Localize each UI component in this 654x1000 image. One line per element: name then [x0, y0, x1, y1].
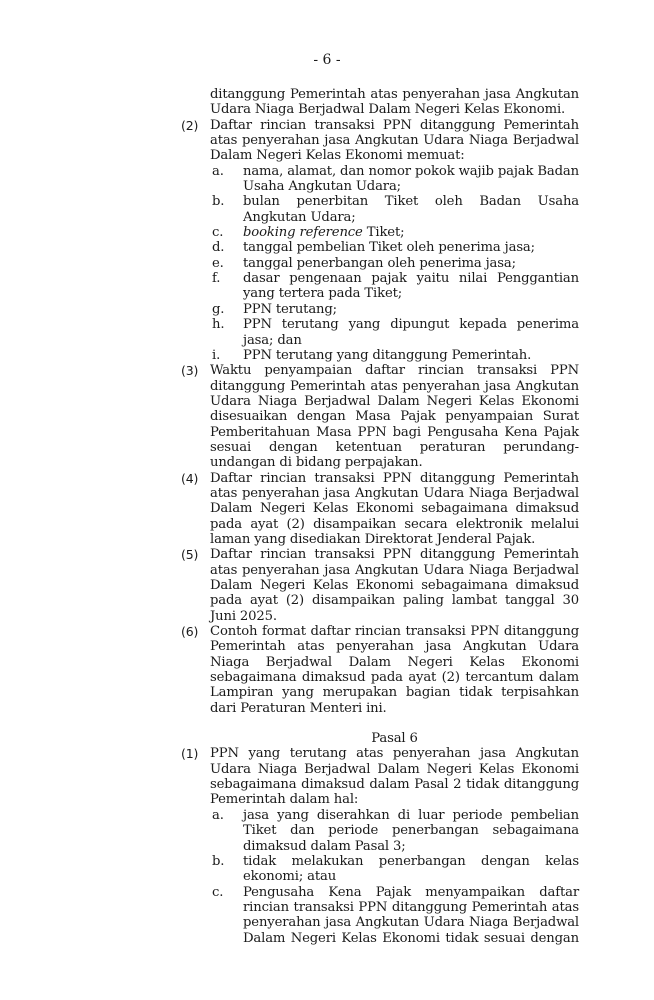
subitem-e	[181, 256, 579, 271]
subitem-text: PPN terutang yang ditanggung Pemerintah.	[243, 347, 532, 363]
subitem-h	[181, 317, 579, 348]
item-text: Daftar rincian transaksi PPN ditanggung Pemerintah atas penyerahan jasa Angkutan Udara Niaga Berjadwal Dalam Negeri Kelas Ekonomi sebagaimana dimaksud pada ayat (2) disampaikan secara elektronik melalui laman yang disediakan Direktorat Jenderal Pajak.	[210, 470, 579, 547]
pasal6-subitem-c	[181, 885, 579, 946]
pasal6-item-1	[181, 746, 579, 807]
subitem-text: PPN terutang yang dipungut kepada penerima jasa; dan	[243, 317, 579, 348]
item-number: (6)	[181, 624, 199, 640]
subitem-text: tanggal pembelian Tiket oleh penerima jasa;	[243, 240, 535, 256]
subitem-letter: a.	[212, 163, 224, 179]
subitem-text-rest: Tiket;	[362, 225, 405, 241]
continuation-text: ditanggung Pemerintah atas penyerahan jasa Angkutan Udara Niaga Berjadwal Dalam Negeri Kelas Ekonomi.	[210, 87, 579, 118]
item-text: Daftar rincian transaksi PPN ditanggung Pemerintah atas penyerahan jasa Angkutan Udara Niaga Berjadwal Dalam Negeri Kelas Ekonomi memuat:	[210, 117, 579, 164]
subitem-letter: h.	[212, 317, 225, 333]
subitem-text: nama, alamat, dan nomor pokok wajib pajak Badan Usaha Angkutan Udara;	[243, 163, 579, 195]
document-body	[181, 87, 579, 946]
article-item-2	[181, 118, 579, 164]
item-number: (5)	[181, 547, 199, 563]
subitem-text: dasar pengenaan pajak yaitu nilai Penggantian yang tertera pada Tiket;	[243, 271, 579, 302]
subitem-text: tidak melakukan penerbangan dengan kelas ekonomi; atau	[243, 853, 579, 885]
section-heading-pasal-6: Pasal 6	[371, 731, 418, 747]
subitem-d	[181, 240, 579, 255]
article-item-4	[181, 471, 579, 548]
subitem-i	[181, 348, 579, 363]
subitem-letter: i.	[212, 347, 221, 363]
subitem-letter: c.	[212, 225, 224, 241]
subitem-text: tanggal penerbangan oleh penerima jasa;	[243, 255, 516, 271]
article-item-5	[181, 547, 579, 624]
item-number: (4)	[181, 470, 199, 486]
subitem-b	[181, 194, 579, 225]
page-number: - 6 -	[313, 52, 341, 68]
article-item-6	[181, 624, 579, 716]
item-text: Waktu penyampaian daftar rincian transaksi PPN ditanggung Pemerintah atas penyerahan jasa Angkutan Udara Niaga Berjadwal Dalam Negeri Kelas Ekonomi disesuaikan dengan Masa Pajak penyampaian Surat Pemberitahuan Masa PPN bagi Pengusaha Kena Pajak sesuai dengan ketentuan peraturan perundang-undangan di bidang perpajakan.	[210, 363, 579, 471]
subitem-text: Pengusaha Kena Pajak menyampaikan daftar rincian transaksi PPN ditanggung Pemerintah atas penyerahan jasa Angkutan Udara Niaga Berjadwal Dalam Negeri Kelas Ekonomi tidak sesuai dengan	[243, 884, 579, 946]
subitem-text	[243, 225, 579, 240]
subitem-letter: e.	[212, 255, 224, 271]
subitem-text: bulan penerbitan Tiket oleh Badan Usaha Angkutan Udara;	[243, 194, 579, 225]
article-item-3	[181, 363, 579, 470]
subitem-letter: d.	[212, 240, 225, 256]
subitem-f	[181, 271, 579, 302]
subitem-a	[181, 164, 579, 195]
pasal6-subitem-b	[181, 854, 579, 885]
italic-term: booking reference	[243, 225, 363, 241]
item-number: (3)	[181, 363, 199, 379]
item-text: Contoh format daftar rincian transaksi PPN ditanggung Pemerintah atas penyerahan jasa Angkutan Udara Niaga Berjadwal Dalam Negeri Kelas Ekonomi sebagaimana dimaksud pada ayat (2) tercantum dalam Lampiran yang merupakan bagian tidak terpisahkan dari Peraturan Menteri ini.	[210, 624, 579, 716]
item-number: (1)	[181, 746, 199, 762]
subitem-letter: g.	[212, 301, 225, 317]
subitem-c	[181, 225, 579, 240]
subitem-letter: f.	[212, 271, 221, 287]
subitem-g	[181, 302, 579, 317]
subitem-letter: b.	[212, 853, 225, 869]
item-text: Daftar rincian transaksi PPN ditanggung Pemerintah atas penyerahan jasa Angkutan Udara Niaga Berjadwal Dalam Negeri Kelas Ekonomi sebagaimana dimaksud pada ayat (2) disampaikan paling lambat tanggal 30 Juni 2025.	[210, 547, 579, 624]
subitem-text: jasa yang diserahkan di luar periode pembelian Tiket dan periode penerbangan sebagaimana dimaksud dalam Pasal 3;	[243, 807, 579, 854]
subitem-letter: c.	[212, 884, 224, 900]
subitem-text: PPN terutang;	[243, 301, 337, 317]
subitem-letter: b.	[212, 194, 225, 210]
subitem-letter: a.	[212, 807, 224, 823]
item-number: (2)	[181, 117, 199, 133]
pasal6-subitem-a	[181, 808, 579, 854]
item-text: PPN yang terutang atas penyerahan jasa Angkutan Udara Niaga Berjadwal Dalam Negeri Kelas Ekonomi sebagaimana dimaksud dalam Pasal 2 tidak ditanggung Pemerintah dalam hal:	[210, 746, 579, 808]
